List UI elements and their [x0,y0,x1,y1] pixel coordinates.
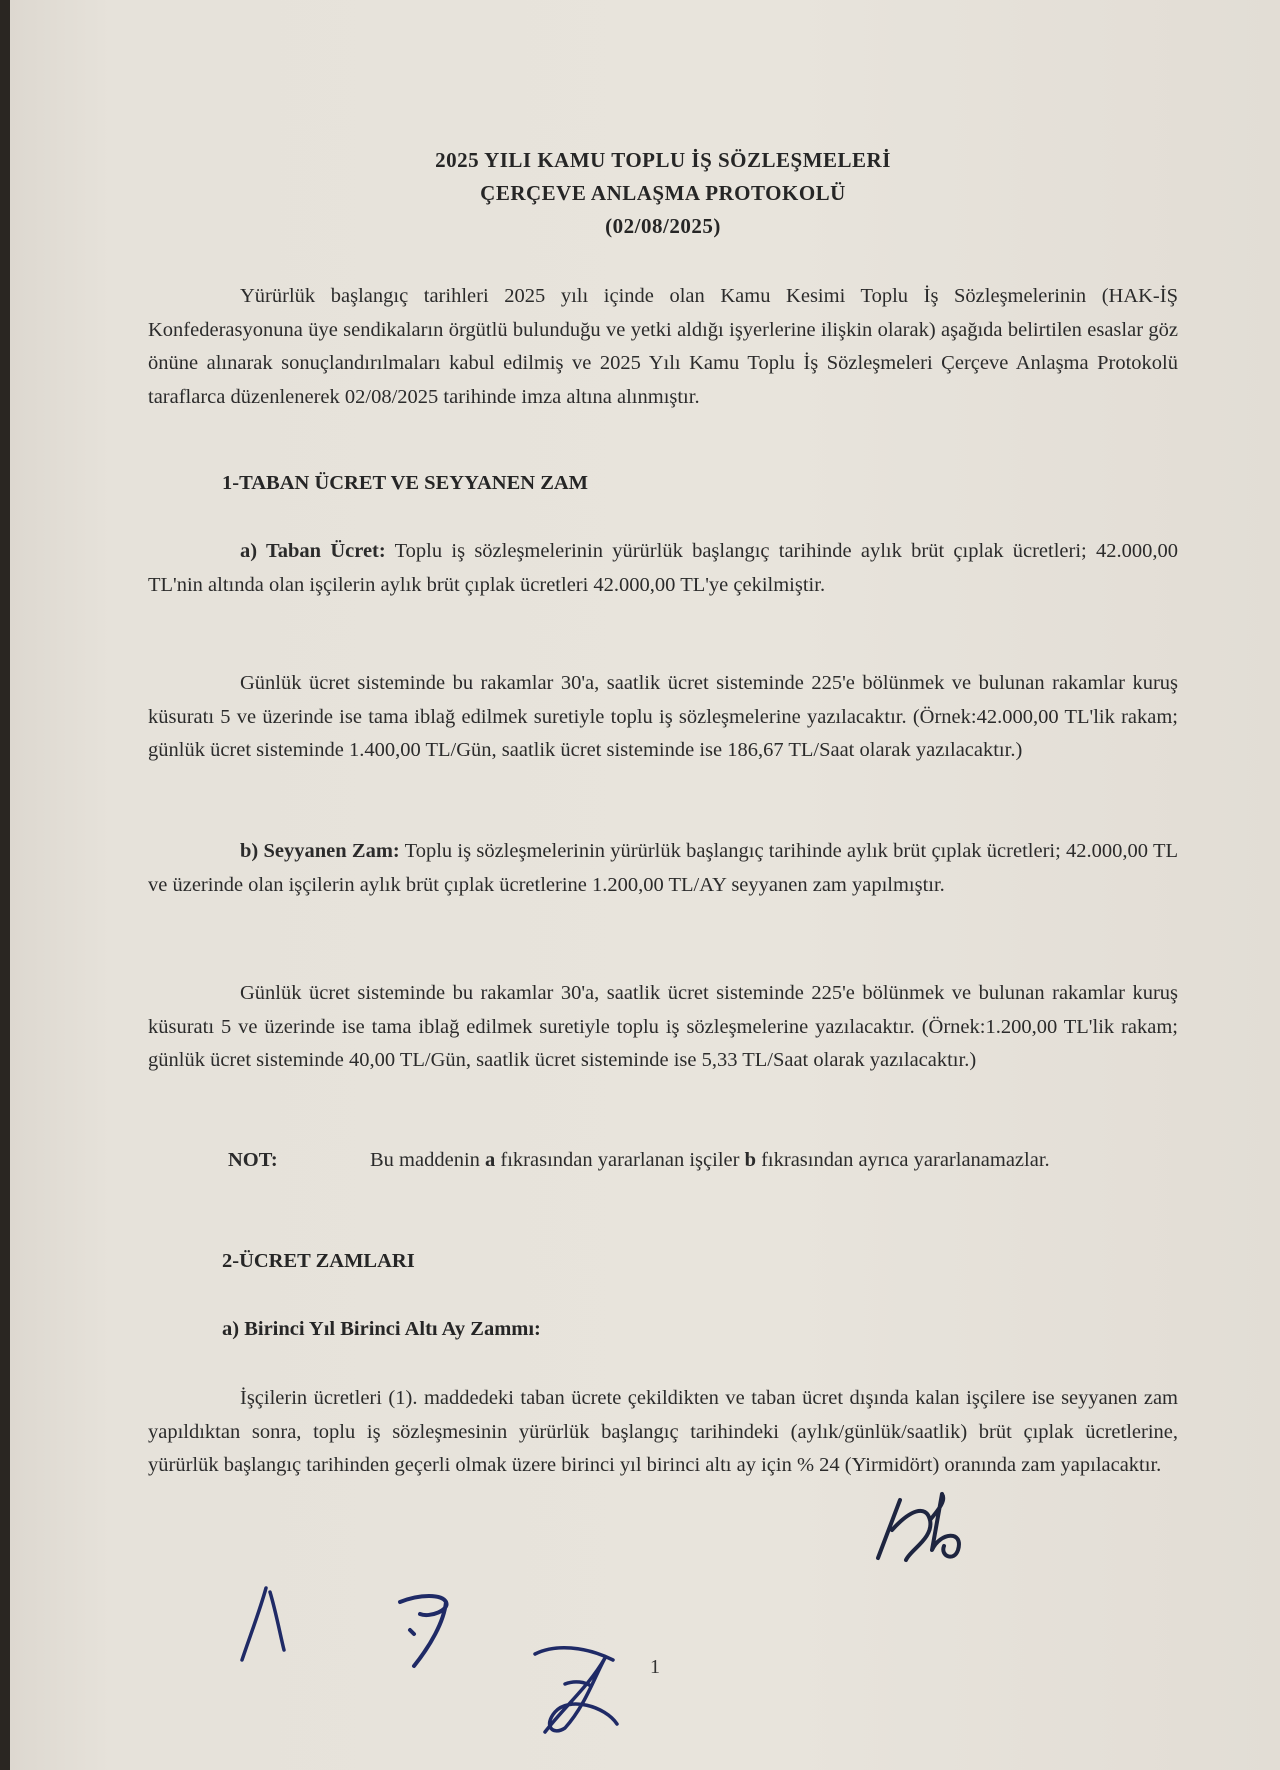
note-part-2: fıkrasından yararlanan işçiler [500,1149,740,1171]
note-paragraph [148,1144,1178,1178]
initials-signature-3 [525,1636,635,1746]
intro-paragraph: Yürürlük başlangıç tarihleri 2025 yılı içinde olan Kamu Kesimi Toplu İş Sözleşmelerinin (HAK-İŞ Konfederasyonuna üye sendikaların örgütlü bulunduğu ve yetki aldığı işyerlerine ilişkin olarak) aşağıda belirtilen esaslar göz önüne alınarak sonuçlandırılmaları kabul edilmiş ve 2025 Yılı Kamu Toplu İş Sözleşmeleri Çerçeve Anlaşma Protokolü taraflarca düzenlenerek 02/08/2025 tarihinde imza altına alınmıştır. [148,285,1178,408]
document-page [10,0,1280,1770]
title-line-2: ÇERÇEVE ANLAŞMA PROTOKOLÜ [480,181,846,205]
note-ref-b: b [744,1149,756,1171]
document-title [148,144,1178,243]
section-1b-text: Toplu iş sözleşmelerinin yürürlük başlangıç tarihinde aylık brüt çıplak ücretleri; 42.000,00 TL ve üzerinde olan işçilerin aylık brüt çıplak ücretlerine 1.200,00 TL/AY seyyanen zam yapılmıştır. [148,840,1178,896]
initials-signature-right [870,1490,990,1570]
section-1a-paragraph [148,535,1178,602]
title-line-1: 2025 YILI KAMU TOPLU İŞ SÖZLEŞMELERİ [435,148,891,172]
section-1a-daily-paragraph: Günlük ücret sisteminde bu rakamlar 30'a, saatlik ücret sisteminde 225'e bölünmek ve bulunan rakamlar kuruş küsuratı 5 ve üzerinde ise tama iblağ edilmek suretiyle toplu iş sözleşmelerine yazılacaktır. (Örnek:42.000,00 TL'lik rakam; günlük ücret sisteminde 1.400,00 TL/Gün, saatlik ücret sisteminde ise 186,67 TL/Saat olarak yazılacaktır.) [148,672,1178,761]
section-1a-text: Toplu iş sözleşmelerinin yürürlük başlangıç tarihinde aylık brüt çıplak ücretleri; 42.000,00 TL'nin altında olan işçilerin aylık brüt çıplak ücretleri 42.000,00 TL'ye çekilmiştir. [148,540,1178,596]
section-1b-daily-paragraph: Günlük ücret sisteminde bu rakamlar 30'a, saatlik ücret sisteminde 225'e bölünmek ve bulunan rakamlar kuruş küsuratı 5 ve üzerinde ise tama iblağ edilmek suretiyle toplu iş sözleşmelerine yazılacaktır. (Örnek:1.200,00 TL'lik rakam; günlük ücret sisteminde 40,00 TL/Gün, saatlik ücret sisteminde ise 5,33 TL/Saat olarak yazılacaktır.) [148,982,1178,1071]
note-label: NOT: [228,1149,278,1171]
section-2a-heading: a) Birinci Yıl Birinci Altı Ay Zammı: [222,1318,541,1340]
initials-signature-2 [390,1590,480,1680]
section-2a-paragraph: İşçilerin ücretleri (1). maddedeki taban ücrete çekildikten ve taban ücret dışında kalan işçilere ise seyyanen zam yapıldıktan sonra, toplu iş sözleşmesinin yürürlük başlangıç tarihindeki (aylık/günlük/saatlik) brüt çıplak ücretlerine, yürürlük başlangıç tarihinden geçerli olmak üzere birinci yıl birinci altı ay için % 24 (Yirmidört) oranında zam yapılacaktır. [148,1387,1178,1476]
section-1a-label: a) Taban Ücret: [240,540,386,562]
title-line-3: (02/08/2025) [605,214,721,238]
section-1-heading: 1-TABAN ÜCRET VE SEYYANEN ZAM [222,472,589,494]
initials-signature-1 [230,1580,320,1670]
note-part-1: Bu maddenin [370,1149,480,1171]
note-part-3: fıkrasından ayrıca yararlanamazlar. [761,1149,1050,1171]
note-ref-a: a [485,1149,496,1171]
section-2-heading: 2-ÜCRET ZAMLARI [222,1250,415,1272]
section-1b-paragraph [148,835,1178,902]
page-number: 1 [650,1656,660,1678]
section-1b-label: b) Seyyanen Zam: [240,840,400,862]
